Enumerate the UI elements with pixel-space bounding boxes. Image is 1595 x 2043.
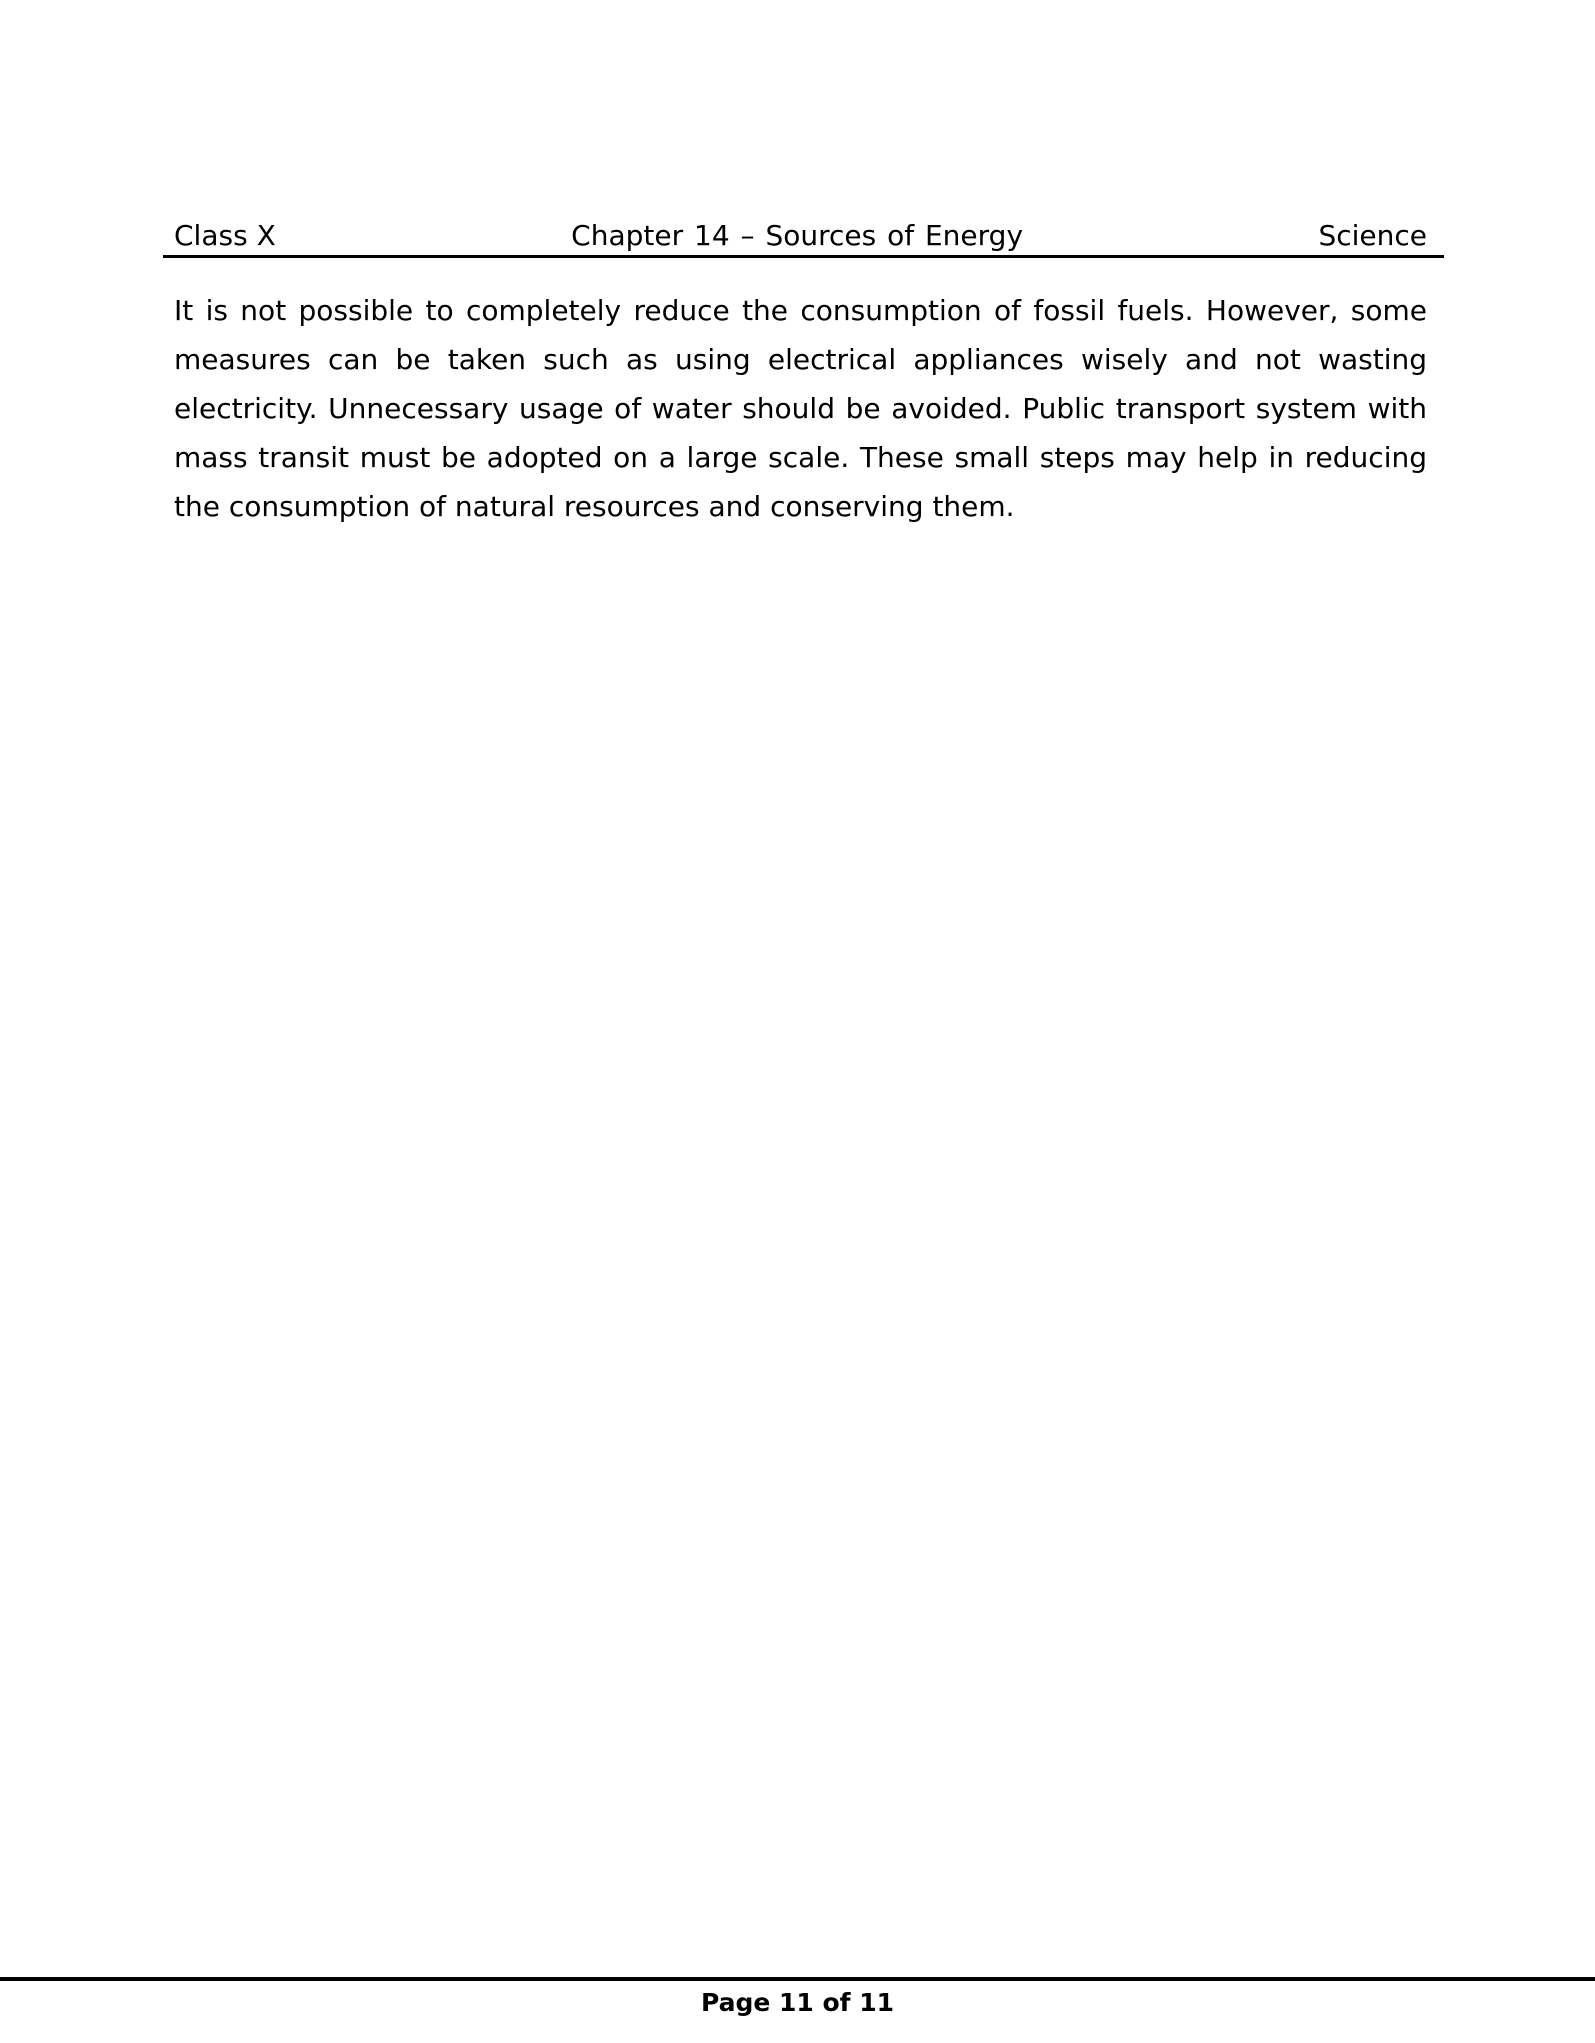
paragraph-line: It is not possible to completely reduce the consumption of fossil fuels. However, some xyxy=(174,294,1427,327)
page-header xyxy=(174,219,1427,252)
header-rule xyxy=(163,255,1444,258)
paragraph-line: measures can be taken such as using electrical appliances wisely and not wasting xyxy=(174,343,1427,376)
paragraph-line: the consumption of natural resources and conserving them. xyxy=(174,490,1015,523)
page-footer xyxy=(0,1988,1595,2017)
paragraph-line: mass transit must be adopted on a large scale. These small steps may help in reducing xyxy=(174,441,1427,474)
header-class-label: Class X xyxy=(174,219,276,252)
header-subject-label: Science xyxy=(1318,219,1427,252)
footer-rule xyxy=(0,1977,1595,1981)
header-chapter-title: Chapter 14 – Sources of Energy xyxy=(571,219,1024,252)
paragraph-line: electricity. Unnecessary usage of water should be avoided. Public transport system with xyxy=(174,392,1427,425)
page-number-label: Page 11 of 11 xyxy=(700,1988,895,2017)
body-paragraph xyxy=(174,286,1427,531)
